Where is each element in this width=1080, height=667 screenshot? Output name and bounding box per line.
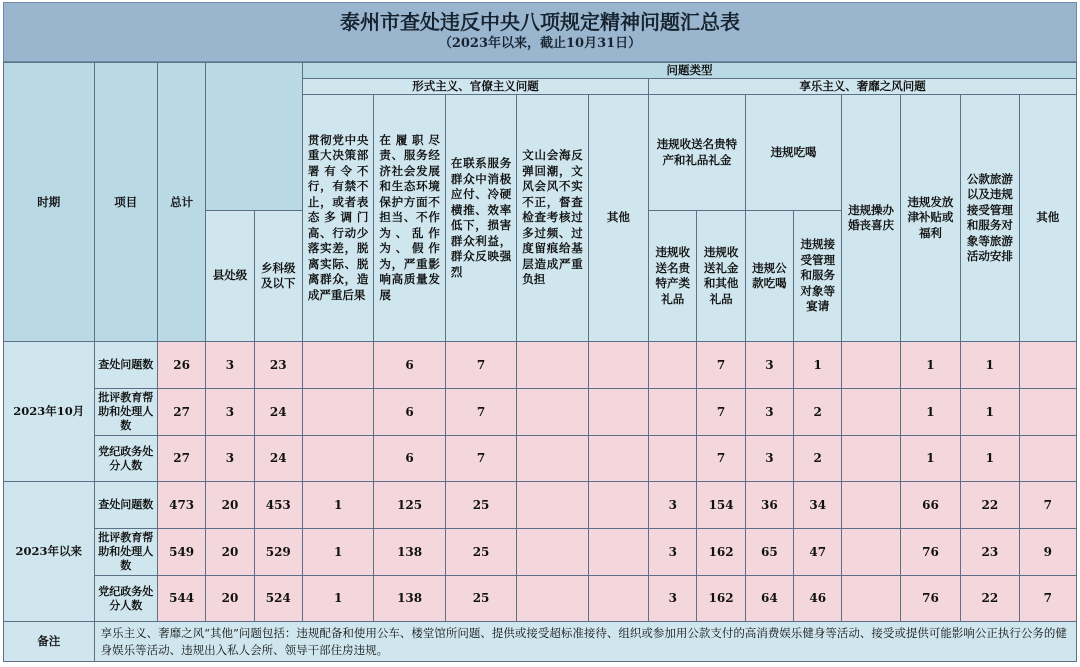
header-total: 总计 [157,63,205,342]
item-label-cell: 党纪政务处分人数 [94,576,157,622]
header-wedding: 违规操办婚丧喜庆 [842,95,900,342]
summary-table [3,62,1077,662]
period-cell: 2023年10月 [4,342,95,482]
value-cell: 3 [649,576,697,622]
header-hedonism-other: 其他 [1019,95,1076,342]
value-cell: 2 [794,436,842,482]
value-cell: 7 [697,436,745,482]
value-cell: 544 [157,576,205,622]
value-cell: 162 [697,529,745,576]
value-cell: 3 [206,342,254,389]
value-cell [588,529,648,576]
table-row [4,576,1077,622]
summary-sheet [3,2,1077,662]
value-cell: 22 [961,576,1019,622]
value-cell: 3 [745,389,793,436]
header-period: 时期 [4,63,95,342]
value-cell: 453 [254,482,302,529]
value-cell: 34 [794,482,842,529]
value-cell: 3 [649,482,697,529]
header-problem-type: 问题类型 [302,63,1076,79]
value-cell: 64 [745,576,793,622]
header-formalism-group: 形式主义、官僚主义问题 [302,79,648,95]
value-cell [1019,436,1076,482]
page-title: 泰州市查处违反中央八项规定精神问题汇总表 [340,10,740,34]
note-text: 享乐主义、奢靡之风“其他”问题包括：违规配备和使用公车、楼堂馆所问题、提供或接受超标准接待、组织或参加用公款支付的高消费娱乐健身等活动、接受或提供可能影响公正执行公务的健身娱乐等活动、违规出入私人会所、领导干部住房违规。 [94,622,1076,662]
table-row [4,529,1077,576]
value-cell [588,436,648,482]
page-subtitle: （2023年以来，截止10月31日） [438,36,642,51]
table-row [4,436,1077,482]
header-dining-group: 违规吃喝 [745,95,842,211]
value-cell: 76 [900,529,960,576]
value-cell: 47 [794,529,842,576]
header-county-level: 县处级 [206,211,254,342]
value-cell: 1 [302,482,373,529]
value-cell: 1 [900,342,960,389]
header-public-dining: 违规公款吃喝 [745,211,793,342]
value-cell [649,436,697,482]
value-cell: 23 [961,529,1019,576]
value-cell: 46 [794,576,842,622]
value-cell [1019,389,1076,436]
value-cell: 2 [794,389,842,436]
item-label-cell: 查处问题数 [94,342,157,389]
value-cell: 7 [1019,482,1076,529]
header-item: 项目 [94,63,157,342]
value-cell: 524 [254,576,302,622]
value-cell [842,389,900,436]
value-cell: 7 [445,436,516,482]
value-cell [649,342,697,389]
item-label-cell: 批评教育帮助和处理人数 [94,389,157,436]
value-cell [517,482,588,529]
item-label-cell: 党纪政务处分人数 [94,436,157,482]
value-cell [517,436,588,482]
value-cell: 20 [206,529,254,576]
value-cell: 1 [302,529,373,576]
header-gift-specialty: 违规收送名贵特产类礼品 [649,211,697,342]
value-cell [1019,342,1076,389]
table-row [4,482,1077,529]
value-cell: 24 [254,436,302,482]
header-subsidy: 违规发放津补贴或福利 [900,95,960,342]
value-cell: 27 [157,389,205,436]
value-cell [517,389,588,436]
value-cell: 125 [374,482,445,529]
value-cell: 76 [900,576,960,622]
value-cell [588,482,648,529]
value-cell: 1 [900,436,960,482]
header-township-level: 乡科级及以下 [254,211,302,342]
value-cell [588,576,648,622]
value-cell: 162 [697,576,745,622]
value-cell: 20 [206,576,254,622]
value-cell: 7 [1019,576,1076,622]
value-cell: 1 [794,342,842,389]
value-cell: 154 [697,482,745,529]
value-cell: 6 [374,342,445,389]
value-cell [842,482,900,529]
value-cell: 1 [900,389,960,436]
header-formalism-3: 在联系服务群众中消极应付、冷硬横推、效率低下，损害群众利益，群众反映强烈 [445,95,516,342]
value-cell: 7 [697,342,745,389]
value-cell [302,389,373,436]
item-label-cell: 查处问题数 [94,482,157,529]
value-cell: 529 [254,529,302,576]
header-formalism-1: 贯彻党中央重大决策部署有令不行，有禁不止，或者表态多调门高、行动少落实差，脱离实际、脱离群众，造成严重后果 [302,95,373,342]
value-cell: 24 [254,389,302,436]
header-formalism-4: 文山会海反弹回潮，文风会风不实不正，督查检查考核过多过频、过度留痕给基层造成严重负担 [517,95,588,342]
value-cell [649,389,697,436]
value-cell: 36 [745,482,793,529]
title-band [3,2,1077,62]
header-travel: 公款旅游以及违规接受管理和服务对象等旅游活动安排 [961,95,1019,342]
value-cell [302,342,373,389]
value-cell [842,576,900,622]
header-formalism-2: 在履职尽责、服务经济社会发展和生态环境保护方面不担当、不作为、乱作为、假作为，严重影响高质量发展 [374,95,445,342]
value-cell [842,436,900,482]
value-cell: 6 [374,389,445,436]
table-row [4,389,1077,436]
value-cell: 138 [374,529,445,576]
value-cell: 3 [745,436,793,482]
value-cell [588,342,648,389]
value-cell: 3 [745,342,793,389]
header-accept-banquet: 违规接受管理和服务对象等宴请 [794,211,842,342]
value-cell [842,342,900,389]
value-cell: 22 [961,482,1019,529]
value-cell [842,529,900,576]
value-cell: 6 [374,436,445,482]
table-row [4,342,1077,389]
header-gift-group: 违规收送名贵特产和礼品礼金 [649,95,746,211]
value-cell: 3 [206,436,254,482]
value-cell: 9 [1019,529,1076,576]
value-cell [517,342,588,389]
header-gift-money: 违规收送礼金和其他礼品 [697,211,745,342]
value-cell: 20 [206,482,254,529]
value-cell [588,389,648,436]
note-label: 备注 [4,622,95,662]
value-cell: 25 [445,482,516,529]
value-cell: 1 [961,436,1019,482]
value-cell [302,436,373,482]
item-label-cell: 批评教育帮助和处理人数 [94,529,157,576]
value-cell: 27 [157,436,205,482]
value-cell: 1 [961,342,1019,389]
value-cell: 7 [697,389,745,436]
value-cell: 549 [157,529,205,576]
period-cell: 2023年以来 [4,482,95,622]
value-cell: 3 [206,389,254,436]
value-cell: 3 [649,529,697,576]
value-cell: 7 [445,389,516,436]
value-cell [517,529,588,576]
value-cell: 25 [445,529,516,576]
value-cell: 1 [961,389,1019,436]
value-cell: 1 [302,576,373,622]
header-level-blank [206,63,303,211]
value-cell: 66 [900,482,960,529]
value-cell: 25 [445,576,516,622]
value-cell: 138 [374,576,445,622]
value-cell [517,576,588,622]
value-cell: 7 [445,342,516,389]
value-cell: 65 [745,529,793,576]
value-cell: 473 [157,482,205,529]
value-cell: 23 [254,342,302,389]
value-cell: 26 [157,342,205,389]
header-formalism-other: 其他 [588,95,648,342]
header-hedonism-group: 享乐主义、奢靡之风问题 [649,79,1077,95]
